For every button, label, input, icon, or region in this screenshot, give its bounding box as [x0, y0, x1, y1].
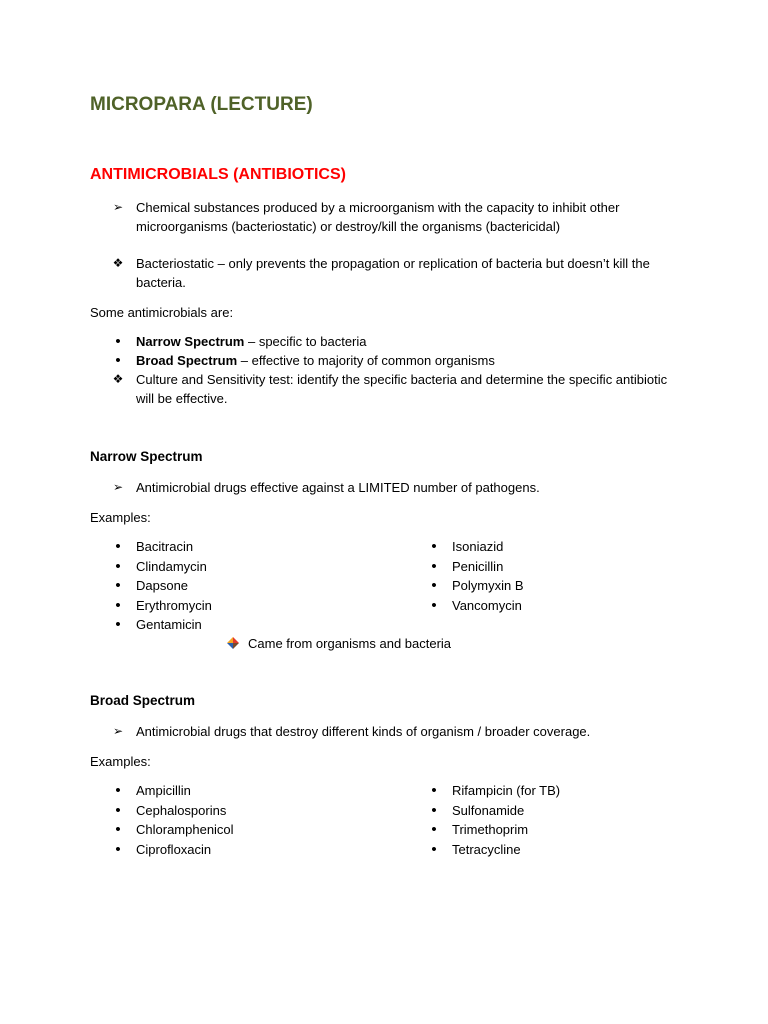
- arrow-bullet-icon: ➢: [112, 724, 124, 738]
- narrow-examples-label: Examples:: [90, 510, 151, 525]
- diamond-bullet-icon: ❖: [112, 256, 124, 270]
- broad-examples-label: Examples:: [90, 754, 151, 769]
- broad-example-item: Sulfonamide: [452, 802, 525, 818]
- arrow-bullet-icon: ➢: [112, 480, 124, 494]
- narrow-example-item: Isoniazid: [452, 539, 504, 554]
- narrow-example-item: Clindamycin: [136, 558, 207, 574]
- bullet-icon: •: [431, 596, 437, 614]
- narrow-example-item: Dapsone: [136, 578, 189, 593]
- narrow-example-item: Polymyxin B: [452, 578, 524, 593]
- bullet-icon: •: [431, 840, 437, 858]
- arrow-bullet-icon: ➢: [112, 200, 124, 214]
- narrow-spectrum-heading: Narrow Spectrum: [90, 449, 203, 464]
- bullet-icon: •: [115, 538, 121, 555]
- bullet-icon: •: [115, 596, 121, 614]
- bullet-icon: •: [115, 782, 121, 799]
- narrow-example-item: Bacitracin: [136, 539, 194, 554]
- diamond-bullet-icon: ❖: [112, 372, 124, 386]
- bullet-icon: •: [115, 333, 121, 350]
- narrow-spectrum-definition: Narrow Spectrum – specific to bacteria: [136, 334, 367, 349]
- broad-example-item: Rifampicin (for TB): [452, 783, 561, 798]
- definition-line-2: microorganisms (bacteriostatic) or destroy/kill the organisms (bactericidal): [136, 219, 561, 234]
- broad-example-item: Cephalosporins: [136, 802, 227, 818]
- broad-example-item: Ciprofloxacin: [136, 841, 212, 857]
- bullet-icon: •: [115, 821, 121, 838]
- broad-spectrum-definition: Broad Spectrum – effective to majority of common organisms: [136, 353, 495, 368]
- narrow-example-item: Vancomycin: [452, 597, 522, 613]
- section-title: ANTIMICROBIALS (ANTIBIOTICS): [90, 166, 346, 183]
- bullet-icon: •: [431, 538, 437, 555]
- definition-line-1: Chemical substances produced by a microorganism with the capacity to inhibit other: [136, 200, 620, 215]
- culture-test-line-1: Culture and Sensitivity test: identify the specific bacteria and determine the specific antibiotic: [136, 372, 668, 387]
- culture-test-line-2: will be effective.: [136, 391, 228, 406]
- bullet-icon: •: [431, 801, 437, 819]
- some-antimicrobials-intro: Some antimicrobials are:: [90, 305, 234, 320]
- narrow-spectrum-description: Antimicrobial drugs effective against a LIMITED number of pathogens.: [136, 480, 540, 495]
- bullet-icon: •: [115, 840, 121, 858]
- bacteriostatic-line-1: Bacteriostatic – only prevents the propagation or replication of bacteria but doesn’t kill the: [136, 256, 650, 271]
- broad-example-item: Trimethoprim: [452, 822, 529, 837]
- bacteriostatic-line-2: bacteria.: [136, 275, 186, 290]
- narrow-example-item: Gentamicin: [136, 617, 202, 632]
- bullet-icon: •: [115, 577, 121, 594]
- bullet-icon: •: [115, 616, 121, 633]
- bullet-icon: •: [431, 557, 437, 575]
- bullet-icon: •: [431, 821, 437, 838]
- narrow-example-item: Erythromycin: [136, 597, 212, 613]
- narrow-example-item: Penicillin: [452, 558, 504, 574]
- broad-spectrum-heading: Broad Spectrum: [90, 693, 196, 708]
- colored-diamond-bullet-icon: [227, 637, 239, 649]
- broad-spectrum-description: Antimicrobial drugs that destroy different kinds of organism / broader coverage.: [136, 724, 591, 739]
- bullet-icon: •: [431, 577, 437, 594]
- broad-example-item: Tetracycline: [452, 841, 521, 857]
- bullet-icon: •: [431, 782, 437, 799]
- narrow-origin-note: Came from organisms and bacteria: [248, 636, 452, 651]
- page-title: MICROPARA (LECTURE): [90, 94, 313, 115]
- broad-example-item: Chloramphenicol: [136, 822, 234, 837]
- bullet-icon: •: [115, 801, 121, 819]
- broad-example-item: Ampicillin: [136, 783, 191, 798]
- bullet-icon: •: [115, 557, 121, 575]
- bullet-icon: •: [115, 352, 121, 369]
